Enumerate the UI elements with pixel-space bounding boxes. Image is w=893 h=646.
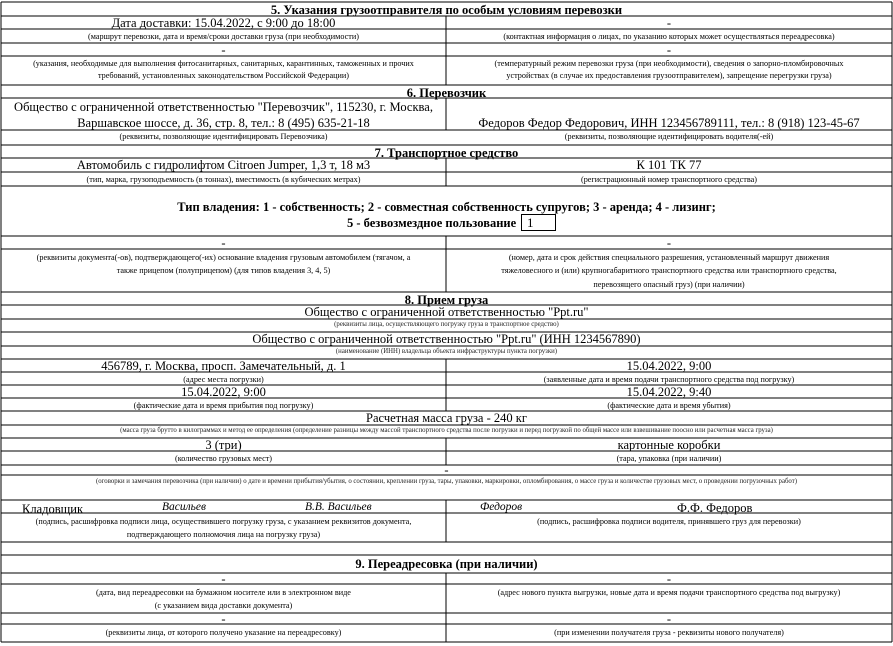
infrastructure-owner-value: Общество с ограниченной ответственностью "Ppt.ru" (ИНН 1234567890)	[252, 332, 641, 346]
departure-time-caption: (фактические дата и время убытия)	[607, 401, 731, 410]
driver-signature: Федоров	[480, 501, 523, 513]
temperature-caption-2: устройствах (в случае их предоставления грузоотправителем), запрещение перегрузки груза)	[506, 71, 832, 80]
redirect-source-value: -	[221, 612, 226, 626]
vehicle-caption: (тип, марка, грузоподъемность (в тоннах), вместимость (в кубических метрах)	[86, 175, 361, 184]
ownership-code: 1	[527, 215, 534, 230]
ownership-types-line-2: 5 - безвозмездное пользование	[347, 216, 517, 230]
carrier-line-1: Общество с ограниченной ответственностью "Перевозчик", 115230, г. Москва,	[14, 100, 433, 114]
vehicle-value: Автомобиль с гидролифтом Citroen Jumper, 1,3 т, 18 м3	[76, 158, 371, 172]
permit-caption-1: (номер, дата и срок действия специального разрешения, установленный маршрут движения	[508, 253, 830, 262]
loader-sign-caption-1: (подпись, расшифровка подписи лица, осуществившего погрузку груза, с указанием реквизитов документа,	[35, 517, 412, 526]
cargo-mass-value: Расчетная масса груза - 240 кг	[366, 411, 527, 425]
loading-address-caption: (адрес места погрузки)	[183, 375, 264, 384]
carrier-line-2: Варшавское шоссе, д. 36, стр. 8, тел.: 8 (495) 635-21-18	[77, 116, 370, 130]
new-receiver-caption: (при изменении получателя груза - реквизиты нового получателя)	[554, 628, 784, 637]
contacts-value: -	[666, 16, 672, 30]
new-address-caption: (адрес нового пункта выгрузки, новые дата и время подачи транспортного средства под выгрузку)	[497, 588, 841, 597]
temperature-caption-1: (температурный режим перевозки груза (при необходимости), сведения о запорно-пломбировочных	[494, 59, 844, 68]
loader-signature: Васильев	[162, 501, 206, 513]
driver-sign-name: Ф.Ф. Федоров	[677, 501, 753, 515]
route-caption: (маршрут перевозки, дата и время/сроки доставки груза (при необходимости)	[88, 32, 359, 41]
route-value: Дата доставки: 15.04.2022, с 9:00 до 18:00	[111, 16, 336, 30]
arrival-time-value: 15.04.2022, 9:00	[181, 385, 266, 399]
driver-value: Федоров Федор Федорович, ИНН 123456789111, тел.: 8 (918) 123-45-67	[478, 116, 860, 130]
cargo-mass-caption: (масса груза брутто в килограммах и метод ее определения (определение разницы между массой транспортного средства после погрузки и перед погрузкой по общей массе или взвешивание поосно или расчетная масса груза)	[120, 427, 773, 434]
ownership-docs-caption-1: (реквизиты документа(-ов), подтверждающего(-их) основание владения грузовым автомобилем (тягачом, а	[36, 253, 411, 262]
section-9-title: 9. Переадресовка (при наличии)	[355, 557, 538, 571]
planned-time-value: 15.04.2022, 9:00	[626, 359, 712, 373]
instructions-caption-1: (указания, необходимые для выполнения фитосанитарных, санитарных, карантинных, таможенных и прочих	[33, 59, 414, 68]
instructions-caption-2: требований, установленных законодательством Российской Федерации)	[97, 71, 350, 80]
infrastructure-owner-caption: (наименование (ИНН) владельца объекта инфраструктуры пункта погрузки)	[335, 348, 558, 355]
carrier-caption: (реквизиты, позволяющие идентифицировать Перевозчика)	[119, 132, 328, 141]
registration-caption: (регистрационный номер транспортного средства)	[580, 175, 758, 184]
arrival-time-caption: (фактические дата и время прибытия под погрузку)	[133, 401, 314, 410]
remarks-caption: (оговорки и замечания перевозчика (при наличии) о дате и времени прибытия/убытия, о состоянии, креплении груза, тары, упаковки, маркировки, опломбирования, о массе груза и количестве грузовых мест, о проведении погрузочных работ)	[96, 478, 797, 485]
contacts-caption: (контактная информация о лицах, по указанию которых может осуществляться переадресовка)	[503, 32, 835, 41]
departure-time-value: 15.04.2022, 9:40	[626, 385, 712, 399]
packing-value: картонные коробки	[617, 438, 721, 452]
new-address-value: -	[666, 572, 672, 586]
packing-caption: (тара, упаковка (при наличии)	[616, 454, 722, 463]
loader-role: Кладовщик	[22, 502, 84, 516]
ownership-code-box	[521, 214, 556, 231]
ownership-docs-caption-2: также прицепом (полуприцепом) (для типов владения 3, 4, 5)	[116, 266, 331, 275]
temperature-value: -	[666, 43, 672, 57]
permit-caption-3: перевозящего опасный груз) (при наличии)	[593, 280, 745, 289]
section-5-title: 5. Указания грузоотправителя по особым условиям перевозки	[270, 3, 623, 17]
redirect-caption-2: (с указанием вида доставки документа)	[154, 601, 293, 610]
section-7-title: 7. Транспортное средство	[374, 146, 519, 160]
permit-caption-2: тяжеловесного и (или) крупногабаритного транспортного средства или транспортного средства,	[501, 266, 837, 275]
instructions-value: -	[221, 43, 226, 57]
remarks-value: -	[444, 463, 449, 477]
driver-sign-caption: (подпись, расшифровка подписи водителя, принявшего груз для перевозки)	[537, 517, 801, 526]
permit-value: -	[666, 236, 672, 250]
redirect-value: -	[221, 572, 226, 586]
ownership-docs-value: -	[221, 236, 226, 250]
new-receiver-value: -	[666, 612, 672, 626]
section-8-title: 8. Прием груза	[404, 293, 489, 307]
registration-value: К 101 ТК 77	[636, 158, 702, 172]
loader-sign-caption-2: подтверждающего полномочия лица на погрузку груза)	[126, 530, 321, 539]
loader-value: Общество с ограниченной ответственностью "Ppt.ru"	[304, 305, 589, 319]
redirect-caption-1: (дата, вид переадресовки на бумажном носителе или в электронном виде	[96, 588, 351, 597]
driver-caption: (реквизиты, позволяющие идентифицировать водителя(-ей)	[564, 132, 774, 141]
places-count-value: 3 (три)	[205, 438, 242, 452]
section-6-title: 6. Перевозчик	[406, 86, 487, 100]
loader-sign-name: В.В. Васильев	[305, 501, 372, 513]
places-count-caption: (количество грузовых мест)	[174, 454, 273, 463]
ownership-types-line-1: Тип владения: 1 - собственность; 2 - совместная собственность супругов; 3 - аренда; 4 - лизинг;	[177, 200, 716, 214]
planned-time-caption: (заявленные дата и время подачи транспортного средства под погрузку)	[543, 375, 795, 384]
loading-address-value: 456789, г. Москва, просп. Замечательный, д. 1	[101, 359, 346, 373]
loader-caption: (реквизиты лица, осуществляющего погрузку груза в транспортное средство)	[334, 321, 559, 328]
redirect-source-caption: (реквизиты лица, от которого получено указание на переадресовку)	[105, 628, 342, 637]
